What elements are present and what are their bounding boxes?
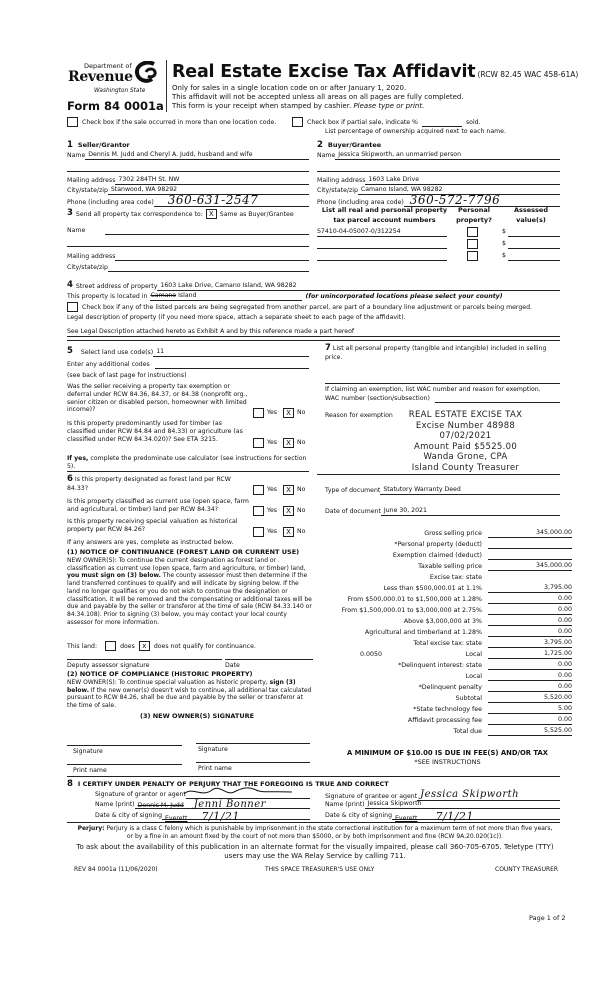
calc-total-due: [320, 725, 572, 736]
does-not-label: does not qualify for continuance.: [153, 643, 256, 651]
does-not-qualify-checkbox[interactable]: x: [139, 641, 150, 651]
parcel-value-field[interactable]: [508, 228, 560, 237]
grantor-signature-scribble-icon: [182, 784, 302, 800]
stamp-amount-paid: Amount Paid $5525.00: [413, 441, 518, 452]
calc-personal-property: [320, 538, 572, 549]
grantor-signature-field[interactable]: [186, 790, 310, 799]
timber-yes-checkbox[interactable]: [253, 438, 264, 448]
assessor-date-label: Date: [225, 662, 240, 669]
grantee-date-label: Date & city of signing: [325, 812, 393, 820]
same-as-buyer-label: Same as Buyer/Grantee: [219, 210, 294, 218]
parcel-personal-checkbox[interactable]: [467, 239, 478, 249]
new-owner-signature-label-2: Signature: [198, 746, 228, 753]
see-instructions-note: *SEE INSTRUCTIONS: [414, 758, 481, 766]
personal-property-text: List all personal property (tangible and intangible) included in selling price.: [325, 345, 547, 361]
notice2-part-a: NEW OWNER(S): To continue special valuation as historic property,: [67, 679, 268, 686]
correspondence-address-row: [67, 252, 309, 261]
calc-label: *Delinquent penalty: [418, 684, 482, 692]
grantor-date-label: Date & city of signing: [95, 812, 163, 820]
calc-total-excise-state: [320, 637, 572, 648]
grantor-name-label: Name (print): [95, 801, 135, 809]
legal-description-field[interactable]: See Legal Description attached hereto as Exhibit A and by this reference made a part hereof: [67, 328, 560, 337]
buyer-city-label: City/state/zip: [317, 187, 358, 195]
parcel-number-field[interactable]: S7410-04-05007-0/312254: [317, 228, 447, 237]
buyer-heading-text: Buyer/Grantee: [327, 141, 382, 149]
treasurer-space-note: THIS SPACE TREASURER'S USE ONLY: [265, 866, 375, 873]
section-divider: [67, 822, 560, 823]
new-owner-signature-line-1[interactable]: [67, 745, 182, 746]
seller-address-label: Mailing address: [67, 177, 116, 185]
timber-yes-no: [253, 438, 305, 448]
notice1-part-a: NEW OWNER(S): To continue the current designation as forest land or classification as current use (open space, farm and agriculture, or timber) land,: [67, 557, 306, 572]
seller-phone-field[interactable]: 360-631-2547: [154, 194, 309, 207]
header-note-3-italic: Please type or print.: [353, 102, 425, 110]
parcels-col3-line1: Assessed: [514, 206, 548, 214]
land-use-section-number: 5: [67, 346, 73, 356]
header-divider: [166, 60, 167, 112]
seller-name-label: Name: [67, 152, 86, 160]
notice-compliance-heading: (2) NOTICE OF COMPLIANCE (HISTORIC PROPERTY): [67, 670, 253, 678]
parcel-value-field[interactable]: [508, 240, 560, 249]
calc-label: Above $3,000,000 at 3%: [403, 618, 482, 626]
wac-field[interactable]: [435, 394, 560, 403]
notice1-part-b: The county assessor must then determine if the land transferred continues to qualify and will indicate by signing below. If the land no longer qualifies or you do not wish to continue the designation or classification, it will be removed and the compensating or additional taxes will be due and payable by the seller or transferor at the time of sale (RCW 84.33.140 or 84.34.108). Prior to signing (3) below, you may contact your local county assessor for more information.: [67, 572, 312, 626]
agency-line2: Revenue: [68, 69, 133, 85]
seller-phone-row: [67, 194, 309, 207]
title-block: [172, 62, 578, 84]
parcels-table: [317, 206, 560, 266]
property-section-number: 4: [67, 280, 73, 290]
forest-yes-no: [253, 485, 305, 495]
calc-label: Agricultural and timberland at 1.28%: [364, 629, 482, 637]
calc-value-field[interactable]: 0.00: [488, 628, 572, 637]
yes-label: Yes: [267, 486, 277, 494]
grantee-signature-field[interactable]: Jessica Skipworth: [417, 790, 560, 801]
exemption-no-checkbox[interactable]: X: [283, 408, 294, 418]
county-treasurer-label: COUNTY TREASURER: [495, 866, 559, 873]
section-divider: [67, 471, 309, 472]
land-use-code-field[interactable]: 11: [153, 348, 309, 357]
additional-codes-row: [67, 360, 309, 369]
stamp-excise-number: Excise Number 48988: [415, 420, 516, 431]
notice-continuance-heading: (1) NOTICE OF CONTINUANCE (FOREST LAND OR CURRENT USE): [67, 548, 300, 556]
header-note-2: This affidavit will not be accepted unless all areas on all pages are fully completed.: [172, 93, 464, 101]
seller-heading-text: Seller/Grantor: [77, 141, 130, 149]
correspondence-section-number: 3: [67, 208, 73, 218]
partial-sale-row: [292, 117, 481, 127]
section-divider: [67, 776, 560, 777]
calc-value-field[interactable]: 5,520.00: [488, 694, 572, 703]
yes-label: Yes: [267, 439, 277, 447]
assessor-signature-line[interactable]: [67, 659, 222, 660]
no-label: No: [297, 486, 306, 494]
stamp-office: Island County Treasurer: [411, 462, 520, 473]
calc-value-field[interactable]: 1,725.00: [488, 650, 572, 659]
parcels-col-personal-header: [454, 206, 494, 225]
grantor-name-struck: Dennis M. Judd: [137, 802, 184, 809]
this-land-label: This land:: [67, 643, 98, 651]
property-located-label: This property is located in: [67, 293, 148, 301]
additional-codes-field[interactable]: [155, 360, 309, 369]
forest-yes-checkbox[interactable]: [253, 485, 264, 495]
calc-processing-fee: [320, 714, 572, 725]
calc-value-field[interactable]: 0.00: [488, 606, 572, 615]
parcel-currency: $: [502, 228, 506, 235]
calc-label: Excise tax: state: [429, 574, 482, 582]
forest-question: [67, 474, 249, 492]
calc-label: Affidavit processing fee: [407, 717, 482, 725]
agency-line3: Washington State: [94, 88, 146, 94]
form-title-ref: (RCW 82.45 WAC 458-61A): [477, 70, 579, 79]
calc-local-tax: [320, 648, 572, 659]
calc-value-field[interactable]: 345,000.00: [488, 529, 572, 538]
calc-label: Total excise tax: state: [413, 640, 482, 648]
buyer-address-label: Mailing address: [317, 177, 366, 185]
grantee-city: Everett: [395, 815, 418, 822]
grantor-date-field[interactable]: [162, 810, 310, 823]
forest-question-text: Is this property designated as forest land per RCW 84.33?: [67, 476, 231, 492]
certification-section-number: 8: [67, 779, 73, 789]
historic-no-checkbox[interactable]: X: [283, 527, 294, 537]
new-owner-signature-line-2[interactable]: [196, 743, 310, 744]
land-use-code-label: Select land use code(s): [80, 348, 154, 356]
calc-excise-tax-state-heading: [320, 571, 572, 582]
calc-tier-4: [320, 615, 572, 626]
parcel-number-field[interactable]: [317, 240, 447, 249]
seller-name-row: [67, 151, 309, 160]
calc-value-field[interactable]: 0.00: [488, 617, 572, 626]
yes-label: Yes: [267, 409, 277, 417]
stamp-line-1: REAL ESTATE EXCISE TAX: [408, 410, 523, 420]
yes-label: Yes: [267, 528, 277, 536]
correspondence-city-row: [67, 263, 309, 272]
notice2-bold: sign (3) below.: [67, 679, 296, 694]
grantee-name-field[interactable]: Jessica Skipworth: [365, 800, 560, 809]
if-yes-note: [67, 455, 309, 471]
grantor-date-row: [95, 810, 310, 823]
calc-label: Local: [465, 673, 482, 681]
notice2-part-b: If the new owner(s) doesn't wish to continue, all additional tax calculated pursuant to RCW 84.26, shall be due and payable by the seller or transferor at the time of sale.: [67, 686, 312, 710]
parcels-col2-line1: Personal: [458, 206, 490, 214]
partial-sale-percent-input[interactable]: [422, 119, 462, 127]
grantor-name-row: [95, 799, 310, 809]
calc-label: Gross selling price: [424, 530, 482, 538]
property-street-label: Street address of property: [75, 282, 158, 290]
correspondence-name-line-2[interactable]: [67, 246, 309, 247]
correspondence-city-label: City/state/zip: [67, 264, 108, 272]
calc-technology-fee: [320, 703, 572, 714]
new-owner-print-line-1[interactable]: [67, 764, 182, 765]
exemption-yes-checkbox[interactable]: [253, 408, 264, 418]
correspondence-address-field[interactable]: [115, 252, 309, 261]
calc-tier-3: [320, 604, 572, 615]
grantor-name-handwritten: Jenni Bonner: [193, 799, 266, 810]
calc-value-field[interactable]: [488, 540, 572, 549]
stamp-date: 07/02/2021: [439, 431, 492, 441]
multi-location-label: Check box if the sale occurred in more than one location code.: [82, 119, 277, 127]
seller-phone-label: Phone (including area code): [67, 199, 154, 207]
current-use-no-checkbox[interactable]: X: [283, 506, 294, 516]
correspondence-address-label: Mailing address: [67, 253, 116, 261]
grantee-signature-label: Signature of grantee or agent: [325, 793, 418, 801]
assessor-signature-label: Deputy assessor signature: [67, 662, 150, 669]
personal-property-section-number: 7: [325, 343, 331, 353]
parcels-col-value-header: [502, 206, 560, 225]
calc-label: Total due: [453, 728, 482, 736]
document-type-field[interactable]: Statutory Warranty Deed: [380, 486, 560, 495]
current-use-yes-no: [253, 506, 305, 516]
yes-label: Yes: [267, 507, 277, 515]
seller-city-field[interactable]: Stanwood, WA 98292: [108, 186, 309, 195]
no-label: No: [297, 528, 306, 536]
page-indicator: Page 1 of 2: [529, 914, 566, 922]
timber-no-checkbox[interactable]: X: [283, 438, 294, 448]
seller-heading: [67, 140, 130, 151]
wac-row: [325, 394, 560, 403]
parcels-col1-line1: List all real and personal property: [321, 206, 448, 214]
this-land-row: [67, 641, 256, 651]
forest-instruction: If any answers are yes, complete as instructed below.: [67, 539, 234, 546]
property-located-struck: Camano: [150, 292, 177, 299]
header-note-3-text: This form is your receipt when stamped by cashier.: [172, 102, 352, 110]
if-yes-bold: If yes,: [67, 455, 89, 462]
new-owner-print-label-2: Print name: [198, 765, 232, 772]
calc-label: From $1,500,000.01 to $3,000,000 at 2.75%: [341, 607, 482, 615]
notice-continuance-text: [67, 557, 313, 626]
header-note-3: [172, 102, 424, 111]
correspondence-city-field[interactable]: [108, 263, 309, 272]
document-date-field[interactable]: June 30, 2021: [381, 507, 560, 516]
agency-line1: Department of: [84, 62, 132, 70]
minimum-fee-notice: A MINIMUM OF $10.00 IS DUE IN FEE(S) AND/OR TAX: [347, 749, 548, 757]
calc-value-field[interactable]: 3,795.00: [488, 584, 572, 593]
calc-value-field[interactable]: 5.00: [488, 705, 572, 714]
notice-compliance-text: [67, 679, 313, 710]
new-owner-signature-label-1: Signature: [73, 748, 103, 755]
document-date-row: [325, 507, 560, 516]
calc-value-field[interactable]: 0.00: [488, 716, 572, 725]
personal-property-field[interactable]: [325, 376, 560, 384]
calc-delinquent-penalty: [320, 681, 572, 692]
property-street-row: [67, 280, 560, 291]
personal-property-label: [325, 343, 557, 361]
buyer-name-row: [317, 151, 560, 160]
calc-value-field[interactable]: 5,525.00: [488, 727, 572, 736]
seller-address-field[interactable]: 7302 284TH St. NW: [115, 176, 309, 185]
does-label: does: [120, 643, 135, 651]
calc-label: Subtotal: [455, 695, 482, 703]
calc-label: Local: [465, 651, 482, 659]
parcel-currency: $: [502, 240, 506, 247]
parcels-col3-line2: value(s): [516, 215, 546, 224]
legal-description-label: Legal description of property (if you need more space, attach a separate sheet to each page of the affidavit).: [67, 314, 406, 321]
no-label: No: [297, 439, 306, 447]
calc-subtotal: [320, 692, 572, 703]
if-yes-rest: complete the predominate use calculator (see instructions for section 5).: [67, 455, 307, 470]
header-note-1: Only for sales in a single location code on or after January 1, 2020.: [172, 84, 407, 92]
calc-value-field[interactable]: 0.00: [488, 661, 572, 670]
grantee-date-field[interactable]: [392, 810, 560, 823]
multi-location-checkbox[interactable]: [67, 117, 78, 127]
seller-city-label: City/state/zip: [67, 187, 108, 195]
perjury-notice: [75, 825, 555, 840]
timber-question: Is this property predominantly used for timber (as classified under RCW 84.84 and 84.33) or agriculture (as classified under RCW 84.34.020)? See ETA 3215.: [67, 420, 243, 443]
segregated-label: Check box if any of the listed parcels are being segregated from another parcel, are part of a boundary line adjustment or parcels being merged.: [82, 304, 532, 312]
calc-tier-1: [320, 582, 572, 593]
calc-label: *State technology fee: [413, 706, 482, 714]
assessor-date-line[interactable]: [225, 659, 313, 660]
exemption-question: Was the seller receiving a property tax exemption or deferral under RCW 84.36, 84.37, or 84.38 (nonprofit org., senior citizen or disabled person, homeowner with limited income)?: [67, 383, 248, 414]
parcels-col-number-header: [317, 206, 452, 225]
correspondence-heading: [67, 208, 294, 219]
exemption-claim-label: If claiming an exemption, list WAC number and reason for exemption.: [325, 386, 541, 393]
exemption-reason-label: Reason for exemption: [325, 412, 393, 419]
no-label: No: [297, 409, 306, 417]
forest-section-number: 6: [67, 474, 73, 484]
partial-sale-checkbox[interactable]: [292, 117, 303, 127]
dor-swirl-icon: [134, 61, 158, 83]
grantor-date-handwritten: 7/1/21: [201, 810, 240, 823]
correspondence-name-row: [67, 226, 309, 235]
stamp-signer: Wanda Grone, CPA: [423, 452, 508, 462]
grantor-name-field[interactable]: [135, 799, 310, 809]
calc-value-field[interactable]: [488, 551, 572, 560]
seller-address-row: [67, 176, 309, 185]
parcel-personal-checkbox[interactable]: [467, 227, 478, 237]
buyer-address-field[interactable]: 1603 Lake Drive: [365, 176, 560, 185]
new-owner-print-line-2[interactable]: [196, 762, 310, 763]
form-title: Real Estate Excise Tax Affidavit: [172, 62, 476, 82]
parcels-col2-line2: property?: [456, 215, 492, 224]
notice1-bold: you must sign on (3) below.: [67, 572, 161, 580]
calc-label: *Personal property (deduct): [394, 541, 482, 549]
buyer-name-label: Name: [317, 152, 336, 160]
calc-taxable-selling-price: [320, 560, 572, 571]
partial-sale-label: Check box if partial sale, indicate %: [307, 119, 418, 127]
historic-yes-checkbox[interactable]: [253, 527, 264, 537]
calc-exemption-claimed: [320, 549, 572, 560]
form-header: [66, 60, 596, 122]
segregated-checkbox[interactable]: [67, 302, 78, 312]
additional-codes-label: Enter any additional codes: [67, 361, 150, 369]
property-located-hint: (for unincorporated locations please select your county): [305, 293, 503, 301]
parcel-currency: $: [502, 252, 506, 259]
calc-delinquent-interest-local: [320, 670, 572, 681]
calc-label: Taxable selling price: [418, 563, 482, 571]
form-number: Form 84 0001a: [67, 99, 164, 113]
property-located-value: Island: [178, 292, 197, 299]
property-location-row: [67, 292, 503, 301]
partial-sale-suffix: sold.: [465, 119, 481, 127]
perjury-text: Perjury is a class C felony which is punishable by imprisonment in the state correctional institution for a maximum term of not more than five years, or by a fine in an amount fixed by the court of not more than $5000, or by both imprisonment and fine (RCW 9A.20.020(1c)).: [106, 825, 553, 840]
see-back-note: (see back of last page for instructions): [67, 372, 187, 379]
revision-code: REV 84 0001a (11/06/2020): [74, 866, 158, 873]
buyer-name-line-2[interactable]: [317, 171, 560, 172]
calc-value-field[interactable]: 0.00: [488, 672, 572, 681]
segregated-row: [67, 302, 532, 312]
buyer-name-field[interactable]: Jessica Skipworth, an unmarried person: [335, 151, 560, 160]
buyer-city-field[interactable]: Camano Island, WA 98282: [358, 186, 560, 195]
new-owner-print-label-1: Print name: [73, 767, 107, 774]
correspondence-label: Send all property tax correspondence to:: [75, 210, 203, 218]
calc-delinquent-interest-state: [320, 659, 572, 670]
grantee-date-handwritten: 7/1/21: [435, 810, 474, 823]
correspondence-name-field[interactable]: [105, 226, 309, 235]
buyer-phone-label: Phone (including area code): [317, 199, 404, 207]
calc-value-field[interactable]: 0.00: [488, 595, 572, 604]
accessibility-notice: To ask about the availability of this publication in an alternate format for the visually impaired, please call 360-705-6705. Teletype (TTY) users may use the WA Relay Service by calling 711.: [76, 843, 554, 860]
property-street-field[interactable]: 1603 Lake Drive, Camano Island, WA 98282: [157, 282, 560, 291]
calc-label: Exemption claimed (deduct): [392, 552, 482, 560]
treasurer-stamp: [388, 410, 543, 473]
historic-question: Is this property receiving special valuation as historical property per RCW 84.26?: [67, 518, 238, 533]
calc-gross-selling-price: [320, 527, 572, 538]
seller-name-line-2[interactable]: [67, 171, 309, 172]
buyer-section-number: 2: [317, 140, 323, 150]
buyer-heading: [317, 140, 381, 151]
ownership-note: List percentage of ownership acquired next to each name.: [325, 128, 506, 135]
grantee-name-label: Name (print): [325, 801, 365, 809]
no-label: No: [297, 507, 306, 515]
multi-location-row: [67, 117, 276, 127]
current-use-question: Is this property classified as current use (open space, farm and agricultural, or timber) land per RCW 84.34?: [67, 498, 249, 513]
grantor-signature-row: [95, 790, 310, 799]
certification-heading-text: I CERTIFY UNDER PENALTY OF PERJURY THAT THE FOREGOING IS TRUE AND CORRECT: [77, 780, 389, 788]
land-use-code-row: [67, 346, 309, 357]
grantee-name-row: [325, 800, 560, 809]
calc-label: Less than $500,000.01 at 1.1%: [383, 585, 482, 593]
calc-value-field[interactable]: 345,000.00: [488, 562, 572, 571]
historic-yes-no: [253, 527, 305, 537]
calc-value-field[interactable]: 3,795.00: [488, 639, 572, 648]
document-date-label: Date of document: [325, 508, 381, 516]
same-as-buyer-checkbox[interactable]: X: [206, 209, 217, 219]
calc-label: From $500,000.01 to $1,500,000 at 1.28%: [347, 596, 482, 604]
calc-label: *Delinquent interest: state: [398, 662, 482, 670]
section-divider: [67, 340, 560, 341]
grantee-date-row: [325, 810, 560, 823]
wac-label: WAC number (section/subsection): [325, 395, 430, 403]
calc-tier-2: [320, 593, 572, 604]
parcels-col1-line2: tax parcel account numbers: [333, 215, 436, 224]
grantor-signature-label: Signature of grantor or agent: [95, 791, 186, 799]
buyer-phone-field[interactable]: 360-572-7796: [404, 194, 560, 207]
grantor-city: Everett: [165, 815, 188, 822]
seller-name-field[interactable]: Dennis M. Judd and Cheryl A. Judd, husband and wife: [85, 151, 309, 160]
buyer-address-row: [317, 176, 560, 185]
correspondence-name-label: Name: [67, 227, 86, 235]
exemption-yes-no: [253, 408, 305, 418]
seller-section-number: 1: [67, 140, 73, 150]
parcel-personal-checkbox[interactable]: [467, 251, 478, 261]
forest-no-checkbox[interactable]: X: [283, 485, 294, 495]
parcel-value-field[interactable]: [508, 252, 560, 261]
local-rate: 0.0050: [360, 651, 383, 659]
parcel-number-field[interactable]: [317, 252, 447, 261]
document-type-row: [325, 486, 560, 495]
perjury-bold: Perjury:: [77, 825, 105, 832]
calc-agricultural: [320, 626, 572, 637]
property-located-field[interactable]: [150, 292, 302, 301]
new-owner-signature-heading: (3) NEW OWNER(S) SIGNATURE: [140, 712, 255, 720]
document-type-label: Type of document: [325, 487, 381, 495]
section-divider: [317, 474, 560, 475]
calc-value-field[interactable]: 0.00: [488, 683, 572, 692]
current-use-yes-checkbox[interactable]: [253, 506, 264, 516]
does-qualify-checkbox[interactable]: [105, 641, 116, 651]
